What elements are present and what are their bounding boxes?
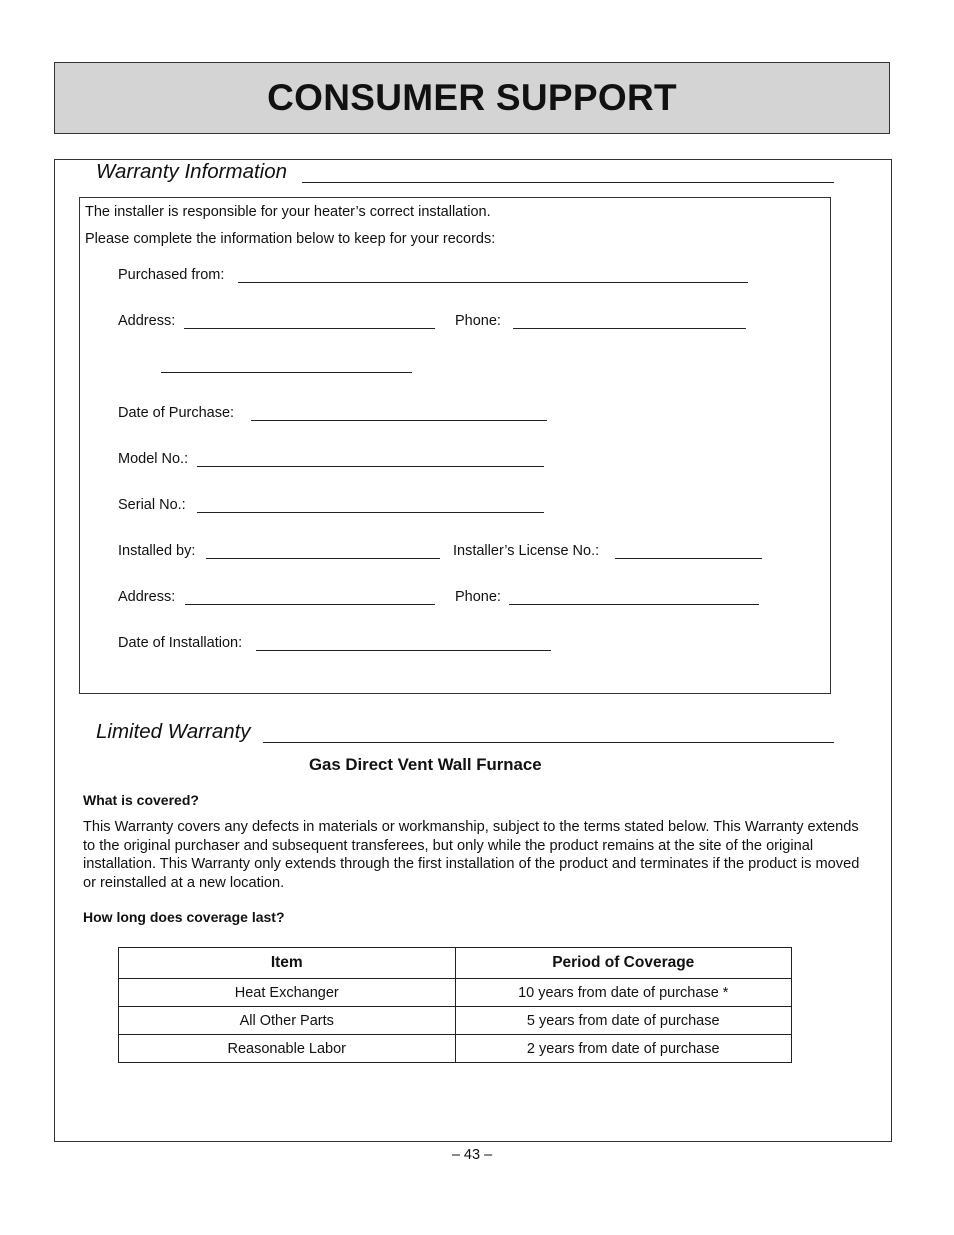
date-of-installation-field[interactable] <box>256 650 551 651</box>
table-row <box>119 1035 792 1063</box>
table-cell-period: 2 years from date of purchase <box>455 1035 792 1063</box>
installed-by-field[interactable] <box>206 558 440 559</box>
table-cell-item: Heat Exchanger <box>119 979 456 1007</box>
heading-rule <box>302 182 834 183</box>
coverage-duration-heading: How long does coverage last? <box>83 909 285 925</box>
address-field[interactable] <box>184 328 435 329</box>
installer-phone-label: Phone: <box>455 589 501 605</box>
model-no-field[interactable] <box>197 466 544 467</box>
table-header-row <box>119 948 792 979</box>
table-cell-period: 10 years from date of purchase * <box>455 979 792 1007</box>
limited-warranty-heading: Limited Warranty <box>96 720 251 743</box>
column-header-period: Period of Coverage <box>455 948 792 979</box>
date-of-purchase-label: Date of Purchase: <box>118 405 235 421</box>
purchased-from-label: Purchased from: <box>118 267 225 283</box>
table-cell-period: 5 years from date of purchase <box>455 1007 792 1035</box>
installer-license-field[interactable] <box>615 558 762 559</box>
model-no-label: Model No.: <box>118 451 189 467</box>
heading-rule <box>263 742 834 743</box>
column-header-item: Item <box>119 948 456 979</box>
installed-by-label: Installed by: <box>118 543 196 559</box>
table-row <box>119 1007 792 1035</box>
coverage-table <box>118 947 792 1063</box>
serial-no-label: Serial No.: <box>118 497 186 513</box>
address-label: Address: <box>118 313 176 329</box>
phone-field[interactable] <box>513 328 746 329</box>
page-number: – 43 – <box>451 1147 493 1163</box>
date-of-purchase-field[interactable] <box>251 420 547 421</box>
warranty-information-heading: Warranty Information <box>96 160 288 183</box>
page-header <box>54 62 890 134</box>
installer-license-label: Installer’s License No.: <box>453 543 600 559</box>
coverage-paragraph: This Warranty covers any defects in materials or workmanship, subject to the terms stated below. This Warranty extends to the original purchaser and subsequent transferees, but only while the product remains at the site of the original installation. This Warranty only extends through the first installation of the product and terminates if the product is moved or reinstalled at a new location. <box>83 819 860 891</box>
table-cell-item: Reasonable Labor <box>119 1035 456 1063</box>
installer-note: The installer is responsible for your heater’s correct installation. <box>85 204 491 220</box>
installer-address-label: Address: <box>118 589 176 605</box>
page-title: CONSUMER SUPPORT <box>267 77 677 118</box>
purchased-from-field[interactable] <box>238 282 748 283</box>
installer-phone-field[interactable] <box>509 604 759 605</box>
phone-label: Phone: <box>455 313 501 329</box>
what-is-covered-heading: What is covered? <box>83 792 199 808</box>
serial-no-field[interactable] <box>197 512 544 513</box>
records-instructions: Please complete the information below to keep for your records: <box>85 231 496 247</box>
address-line-2-field[interactable] <box>161 372 412 373</box>
table-cell-item: All Other Parts <box>119 1007 456 1035</box>
table-row <box>119 979 792 1007</box>
date-of-installation-label: Date of Installation: <box>118 635 243 651</box>
installer-address-field[interactable] <box>185 604 435 605</box>
product-title: Gas Direct Vent Wall Furnace <box>309 755 542 774</box>
